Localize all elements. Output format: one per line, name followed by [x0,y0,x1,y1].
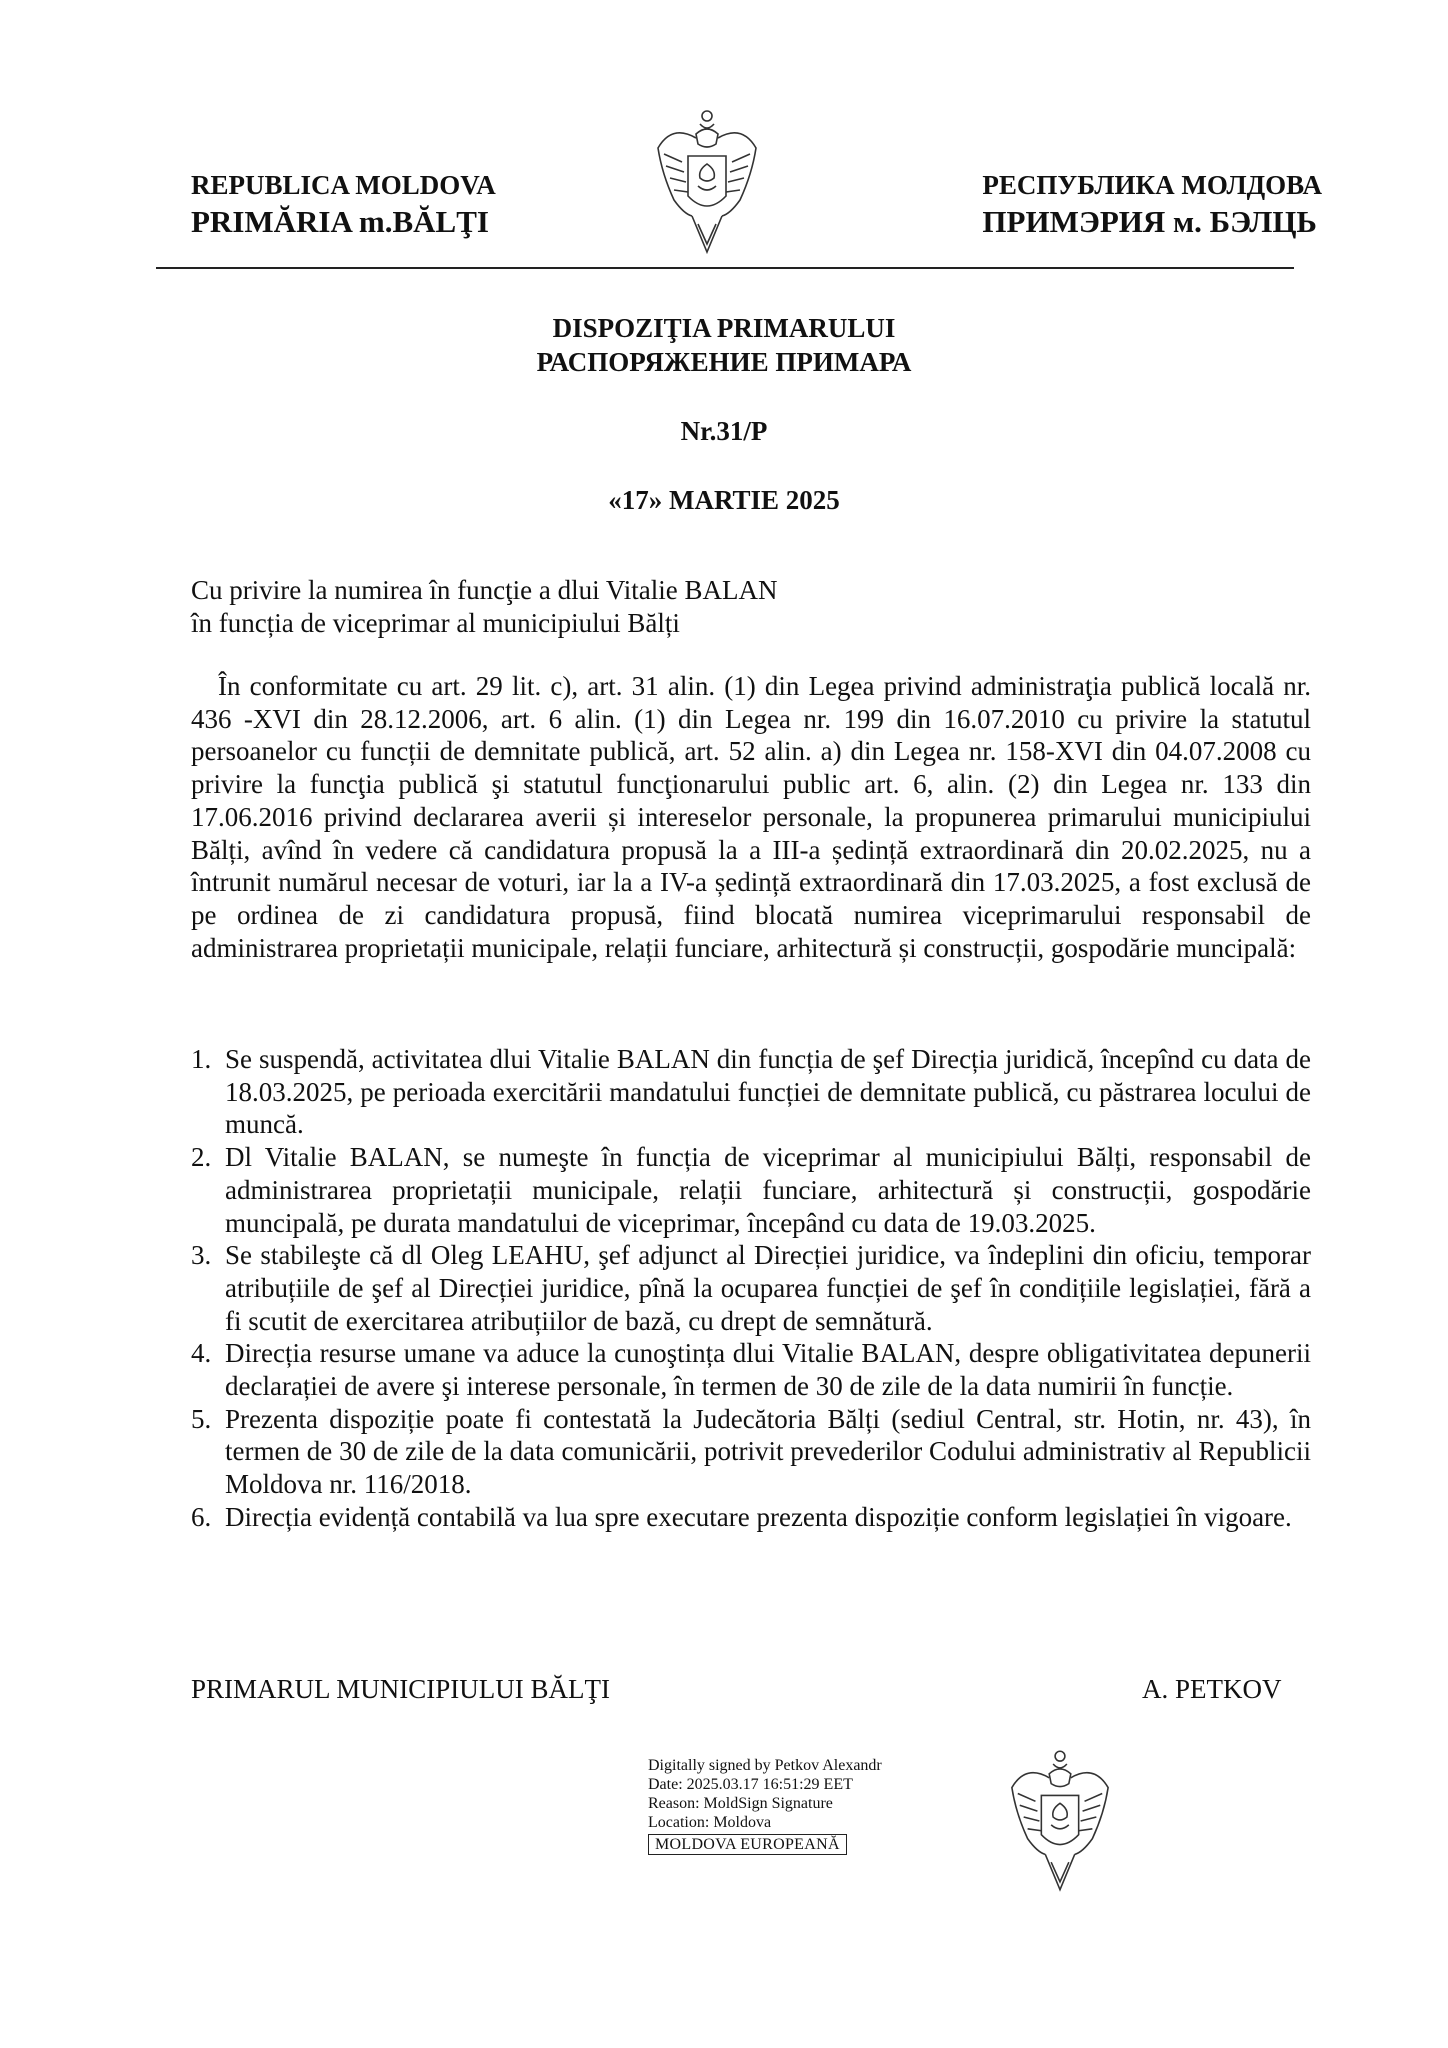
order-text: Direcția evidență contabilă va lua spre executare prezenta dispoziție conform legislației în vigoare. [225,1501,1292,1532]
document-subject [191,574,778,640]
order-text: Prezenta dispoziție poate fi contestată la Judecătoria Bălți (sediul Central, str. Hotin, nr. 43), în termen de 30 de zile de la data comunicării, potrivit prevederilor Codului administrativ al Republicii Moldova nr. 116/2018. [225,1403,1311,1500]
header-right [982,168,1322,242]
digital-signature-reason: Reason: MoldSign Signature [648,1795,833,1812]
coat-of-arms-emblem-icon [652,104,762,256]
header-divider [156,267,1294,269]
subject-line: Cu privire la numirea în funcţie a dlui Vitalie BALAN [191,575,778,605]
header-left [191,168,496,242]
header-right-institution: ПРИМЭРИЯ м. БЭЛЦЬ [982,204,1317,239]
orders-list [191,1043,1311,1534]
order-item [191,1141,1311,1239]
digital-signature-location: Location: Moldova [648,1814,772,1831]
document-date: «17» MARTIE 2025 [608,485,840,515]
order-text: Se suspendă, activitatea dlui Vitalie BALAN din funcția de şef Direcția juridică, începînd cu data de 18.03.2025, pe perioada exercitării mandatului funcției de demnitate publică, cu păstrarea locului de muncă. [225,1044,1311,1140]
order-number: 3. [191,1240,212,1271]
digital-signature-block [648,1756,928,1855]
order-number: 6. [191,1501,212,1532]
header-left-country: REPUBLICA MOLDOVA [191,170,496,200]
subject-line: în funcția de viceprimar al municipiului Bălți [191,608,680,638]
order-text: Dl Vitalie BALAN, se numeşte în funcția de viceprimar al municipiului Bălți, responsabil de administrarea proprietații municipale, relații funciare, arhitectură și construcții, gospodărie muncipală, pe durata mandatului de viceprimar, începând cu data de 19.03.2025. [225,1142,1311,1238]
order-text: Direcția resurse umane va aduce la cunoştința dlui Vitalie BALAN, despre obligativitatea depunerii declarației de avere şi interese personale, în termen de 30 de zile de la data numirii în funcție. [225,1338,1311,1402]
order-text: Se stabileşte că dl Oleg LEAHU, şef adjunct al Direcției juridice, va îndeplini din oficiu, temporar atribuțiile de şef al Direcției juridice, pînă la ocuparea funcției de şef în condițiile legislației, fără a fi scutit de exercitarea atribuțiilor de bază, cu drept de semnătură. [225,1240,1311,1336]
document-title-ru: РАСПОРЯЖЕНИЕ ПРИМАРА [536,347,912,377]
order-number: 2. [191,1142,212,1173]
signatory-title: PRIMARUL MUNICIPIULUI BĂLŢI [191,1674,610,1704]
signatory-name: A. PETKOV [1142,1674,1282,1704]
header-left-institution: PRIMĂRIA m.BĂLŢI [191,204,489,239]
order-item [191,1403,1311,1501]
order-number: 4. [191,1338,212,1369]
order-item [191,1337,1311,1402]
order-number: 5. [191,1403,212,1434]
document-title-ro: DISPOZIŢIA PRIMARULUI [552,313,896,343]
digital-signature-date: Date: 2025.03.17 16:51:29 EET [648,1776,853,1793]
order-item [191,1043,1311,1141]
digital-signature-signer: Digitally signed by Petkov Alexandr [648,1757,882,1774]
document-number: Nr.31/P [680,416,768,446]
signature-emblem-icon [1006,1744,1114,1894]
preamble-paragraph: În conformitate cu art. 29 lit. c), art. 31 alin. (1) din Legea privind administraţia publică locală nr. 436 -XVI din 28.12.2006, art. 6 alin. (1) din Legea nr. 199 din 16.07.2010 cu privire la statutul persoanelor cu funcții de demnitate publică, art. 52 alin. a) din Legea nr. 158-XVI din 04.07.2008 cu privire la funcţia publică şi statutul funcţionarului public art. 6, alin. (2) din Legea nr. 133 din 17.06.2016 privind declararea averii și intereselor personale, la propunerea primarului municipiului Bălți, avînd în vedere că candidatura propusă la a III-a ședință extraordinară din 20.02.2025, nu a întrunit numărul necesar de voturi, iar la a IV-a ședință extraordinară din 17.03.2025, a fost exclusă de pe ordinea de zi candidatura propusă, fiind blocată numirea viceprimarului responsabil de administrarea proprietații municipale, relații funciare, arhitectură și construcții, gospodărie muncipală: [191,671,1311,963]
order-item [191,1501,1311,1534]
digital-signature-stamp: MOLDOVA EUROPEANĂ [648,1834,847,1855]
order-number: 1. [191,1044,212,1074]
order-item [191,1239,1311,1337]
header-right-country: РЕСПУБЛИКА МОЛДОВА [982,170,1322,200]
